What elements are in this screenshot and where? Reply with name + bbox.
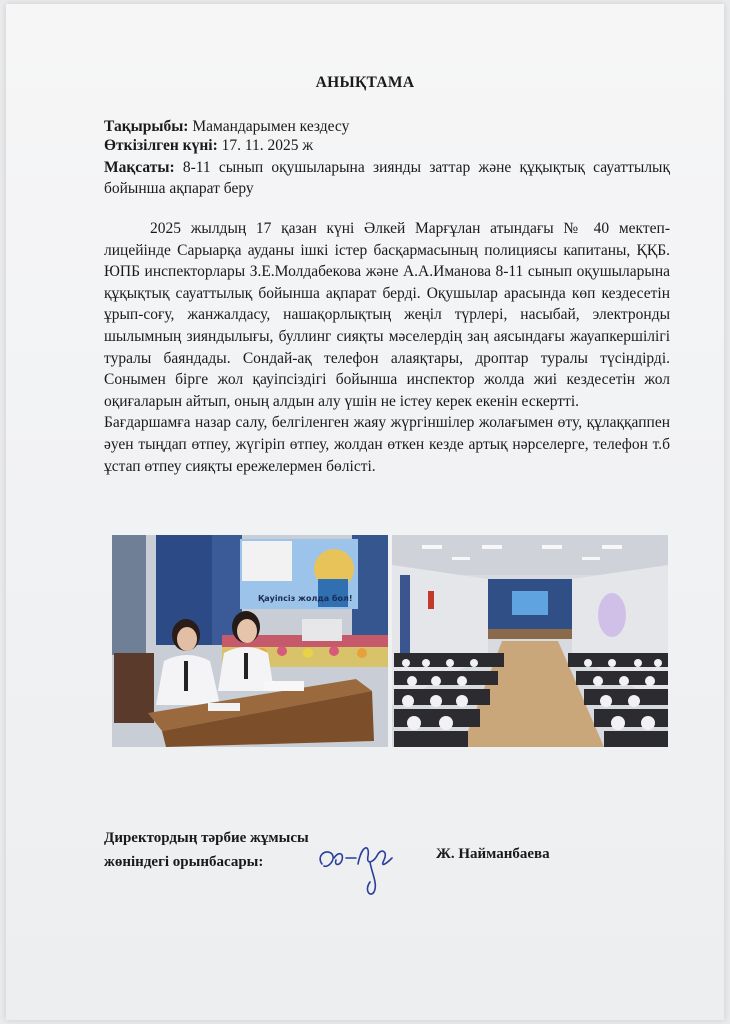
topic-line (104, 116, 670, 137)
document-body (104, 218, 670, 477)
handwritten-signature (312, 834, 402, 898)
paragraph-1: 2025 жылдың 17 қазан күні Әлкей Марғұлан атындағы № 40 мектеп-лицейінде Сарыарқа ауданы ішкі істер басқармасының полициясы капитаны, ҚҚБ. ЮПБ инспекторлары З.Е.Молдабекова және А.А.Иманова 8-11 сынып оқушыларына құқықтық сауаттылық бойынша ақпарат берді. Оқушылар арасында көп кездесетін ұрып-соғу, жанжалдасу, нашақорлықтың жеңіл түрлері, насыбай, электронды шылымның зияндылығы, буллинг сияқты мәселердің заң аясындағы жауапкершілігі туралы баяндады. Сондай-ақ телефон алаяқтары, дроптар туралы түсіндірді. Сонымен бірге жол қауіпсіздігі бойынша инспектор жолда жиі кездесетін жол оқиғаларын айтып, оның алдын алу үшін не істеу керек екенін ескертті. (104, 220, 670, 410)
goal-line (104, 157, 670, 199)
position-line-2: жөніндегі орынбасары: (104, 854, 264, 870)
document-title: АНЫҚТАМА (315, 74, 415, 91)
document-sheet (6, 4, 724, 1020)
date-value: 17. 11. 2025 ж (221, 137, 314, 154)
date-label: Өткізілген күні: (104, 137, 218, 154)
photo-strip (112, 535, 668, 747)
paragraph-2: Бағдаршамға назар салу, белгіленген жаяу жүргіншілер жолағымен өту, құлаққаппен әуен тыңдап өтпеу, жүгіріп өтпеу, жолдан өткен кезде артық нәрселерге, телефон т.б ұстап өтпеу сияқты ережелермен бөлісті. (104, 414, 670, 475)
goal-value: 8-11 сынып оқушыларына зиянды заттар және құқықтық сауаттылық бойынша ақпарат беру (104, 159, 670, 197)
signature-position (104, 826, 309, 874)
signer-name: Ж. Найманбаева (436, 846, 550, 862)
goal-label: Мақсаты: (104, 159, 175, 176)
date-line (104, 135, 670, 156)
topic-value: Мамандарымен кездесу (192, 118, 350, 135)
screen-caption: Қауіпсіз жолда бол! (258, 594, 353, 603)
photo-inspectors-at-desk (112, 535, 388, 747)
photo-assembly-hall (392, 535, 668, 747)
topic-label: Тақырыбы: (104, 118, 189, 135)
position-line-1: Директордың тәрбие жұмысы (104, 830, 309, 846)
